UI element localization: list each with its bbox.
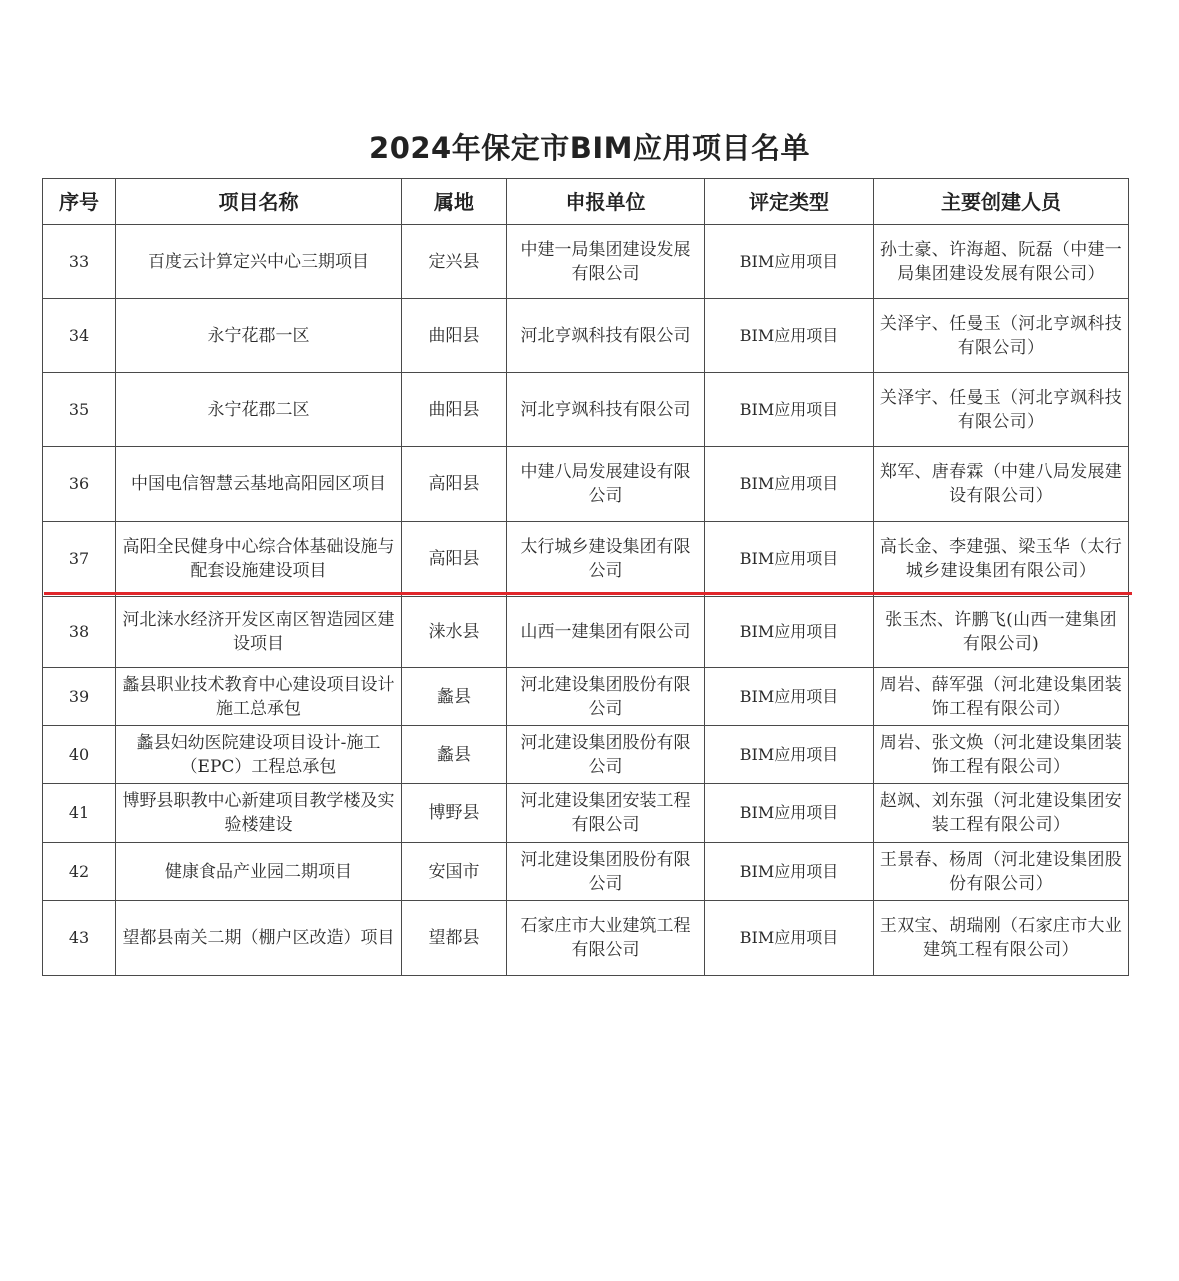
cell-people: 孙士豪、许海超、阮磊（中建一局集团建设发展有限公司） (874, 225, 1129, 299)
table-header-row (43, 179, 1129, 225)
cell-area: 高阳县 (402, 447, 507, 522)
cell-type: BIM应用项目 (705, 843, 874, 901)
cell-type: BIM应用项目 (705, 522, 874, 597)
cell-people: 周岩、张文焕（河北建设集团装饰工程有限公司） (874, 726, 1129, 784)
table-row (43, 447, 1129, 522)
table-row (43, 784, 1129, 843)
cell-type: BIM应用项目 (705, 597, 874, 668)
cell-unit: 河北建设集团安装工程有限公司 (507, 784, 705, 843)
cell-no: 41 (43, 784, 116, 843)
cell-people: 王景春、杨周（河北建设集团股份有限公司） (874, 843, 1129, 901)
cell-type: BIM应用项目 (705, 447, 874, 522)
cell-project-name: 高阳全民健身中心综合体基础设施与配套设施建设项目 (116, 522, 402, 597)
cell-type: BIM应用项目 (705, 726, 874, 784)
cell-no: 39 (43, 668, 116, 726)
table-row (43, 668, 1129, 726)
cell-project-name: 中国电信智慧云基地高阳园区项目 (116, 447, 402, 522)
cell-type: BIM应用项目 (705, 668, 874, 726)
cell-unit: 山西一建集团有限公司 (507, 597, 705, 668)
cell-project-name: 百度云计算定兴中心三期项目 (116, 225, 402, 299)
cell-project-name: 永宁花郡二区 (116, 373, 402, 447)
cell-type: BIM应用项目 (705, 299, 874, 373)
table-row (43, 901, 1129, 976)
header-type: 评定类型 (705, 179, 874, 225)
cell-area: 曲阳县 (402, 373, 507, 447)
cell-no: 36 (43, 447, 116, 522)
table-row (43, 373, 1129, 447)
table-row (43, 726, 1129, 784)
cell-project-name: 河北涞水经济开发区南区智造园区建设项目 (116, 597, 402, 668)
cell-no: 35 (43, 373, 116, 447)
cell-area: 蠡县 (402, 726, 507, 784)
cell-people: 关泽宇、任曼玉（河北亨飒科技有限公司） (874, 373, 1129, 447)
cell-unit: 河北建设集团股份有限公司 (507, 843, 705, 901)
cell-people: 张玉杰、许鹏飞(山西一建集团有限公司) (874, 597, 1129, 668)
cell-project-name: 永宁花郡一区 (116, 299, 402, 373)
cell-project-name: 健康食品产业园二期项目 (116, 843, 402, 901)
cell-project-name: 蠡县职业技术教育中心建设项目设计施工总承包 (116, 668, 402, 726)
cell-unit: 河北建设集团股份有限公司 (507, 668, 705, 726)
cell-area: 定兴县 (402, 225, 507, 299)
cell-area: 涞水县 (402, 597, 507, 668)
table-row (43, 522, 1129, 597)
cell-no: 38 (43, 597, 116, 668)
cell-area: 高阳县 (402, 522, 507, 597)
page-title: 2024年保定市BIM应用项目名单 (369, 131, 810, 165)
cell-unit: 河北亨飒科技有限公司 (507, 373, 705, 447)
cell-people: 关泽宇、任曼玉（河北亨飒科技有限公司） (874, 299, 1129, 373)
table-row (43, 843, 1129, 901)
cell-area: 博野县 (402, 784, 507, 843)
cell-type: BIM应用项目 (705, 784, 874, 843)
header-people: 主要创建人员 (874, 179, 1129, 225)
cell-project-name: 望都县南关二期（棚户区改造）项目 (116, 901, 402, 976)
project-table (42, 178, 1129, 976)
header-project-name: 项目名称 (116, 179, 402, 225)
header-area: 属地 (402, 179, 507, 225)
cell-no: 40 (43, 726, 116, 784)
cell-area: 安国市 (402, 843, 507, 901)
cell-no: 42 (43, 843, 116, 901)
cell-unit: 河北亨飒科技有限公司 (507, 299, 705, 373)
cell-area: 望都县 (402, 901, 507, 976)
cell-unit: 中建一局集团建设发展有限公司 (507, 225, 705, 299)
cell-type: BIM应用项目 (705, 373, 874, 447)
cell-project-name: 博野县职教中心新建项目教学楼及实验楼建设 (116, 784, 402, 843)
cell-type: BIM应用项目 (705, 225, 874, 299)
table-row (43, 597, 1129, 668)
cell-no: 37 (43, 522, 116, 597)
cell-project-name: 蠡县妇幼医院建设项目设计-施工（EPC）工程总承包 (116, 726, 402, 784)
cell-area: 曲阳县 (402, 299, 507, 373)
cell-no: 34 (43, 299, 116, 373)
cell-area: 蠡县 (402, 668, 507, 726)
cell-unit: 河北建设集团股份有限公司 (507, 726, 705, 784)
cell-type: BIM应用项目 (705, 901, 874, 976)
cell-unit: 太行城乡建设集团有限公司 (507, 522, 705, 597)
cell-people: 赵飒、刘东强（河北建设集团安装工程有限公司） (874, 784, 1129, 843)
cell-no: 33 (43, 225, 116, 299)
cell-people: 高长金、李建强、梁玉华（太行城乡建设集团有限公司） (874, 522, 1129, 597)
table-row (43, 299, 1129, 373)
cell-unit: 石家庄市大业建筑工程有限公司 (507, 901, 705, 976)
cell-no: 43 (43, 901, 116, 976)
cell-people: 王双宝、胡瑞刚（石家庄市大业建筑工程有限公司） (874, 901, 1129, 976)
cell-people: 周岩、薛军强（河北建设集团装饰工程有限公司） (874, 668, 1129, 726)
header-no: 序号 (43, 179, 116, 225)
cell-people: 郑军、唐春霖（中建八局发展建设有限公司） (874, 447, 1129, 522)
cell-unit: 中建八局发展建设有限公司 (507, 447, 705, 522)
header-unit: 申报单位 (507, 179, 705, 225)
red-underline-mark (44, 592, 1132, 595)
table-row (43, 225, 1129, 299)
